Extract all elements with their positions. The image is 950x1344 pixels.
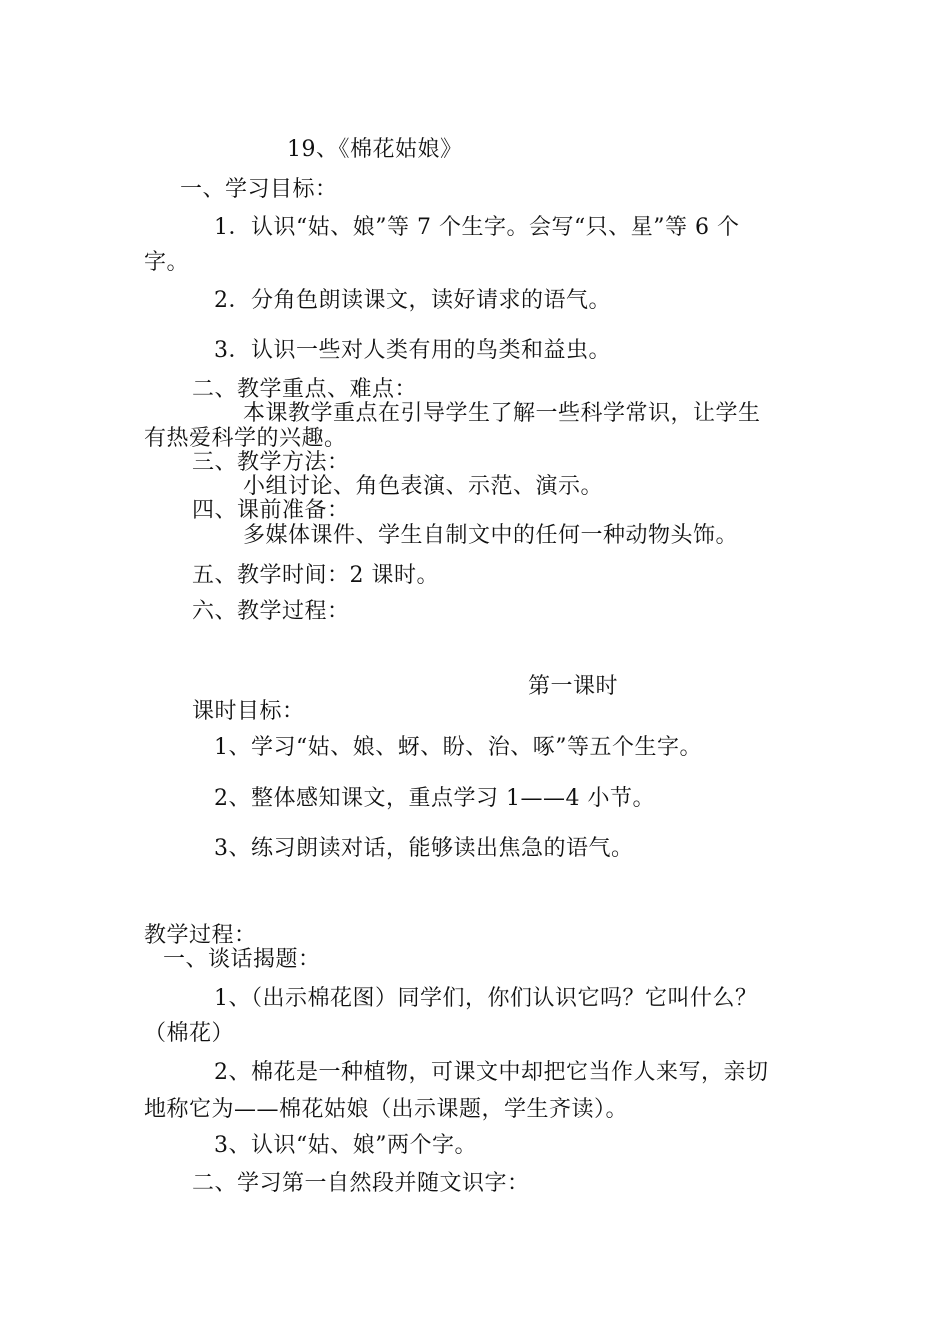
part-1-item-2-line-2: 地称它为——棉花姑娘（出示课题，学生齐读）。: [144, 1097, 629, 1122]
document-title: 19、《棉花姑娘》: [287, 137, 463, 162]
process-heading: 教学过程：: [144, 923, 257, 948]
lesson-goal-2: 2、整体感知课文，重点学习 1——4 小节。: [214, 786, 655, 811]
part-1-item-1-line-1: 1、（出示棉花图）同学们，你们认识它吗？它叫什么？: [214, 986, 758, 1011]
lesson-goal-3: 3、练习朗读对话，能够读出焦急的语气。: [214, 836, 634, 861]
learning-goal-1-line-1: 1．认识“姑、娘”等 7 个生字。会写“只、星”等 6 个: [214, 215, 740, 240]
part-1-item-3: 3、认识“姑、娘”两个字。: [214, 1133, 477, 1158]
learning-goal-3: 3．认识一些对人类有用的鸟类和益虫。: [214, 338, 611, 363]
learning-goal-2: 2．分角色朗读课文，读好请求的语气。: [214, 288, 611, 313]
lesson-heading: 第一课时: [528, 674, 619, 699]
part-1-item-1-line-2: （棉花）: [144, 1021, 235, 1046]
lesson-goal-1: 1、学习“姑、娘、蚜、盼、治、啄”等五个生字。: [214, 735, 702, 760]
preparation-text: 多媒体课件、学生自制文中的任何一种动物头饰。: [243, 523, 739, 548]
section-heading-preparation: 四、课前准备：: [192, 498, 350, 523]
teaching-methods-text: 小组讨论、角色表演、示范、演示。: [243, 474, 604, 499]
part-1-item-2-line-1: 2、棉花是一种植物，可课文中却把它当作人来写，亲切: [214, 1060, 769, 1085]
teaching-process-heading: 六、教学过程：: [192, 599, 350, 624]
part-2-heading: 二、学习第一自然段并随文识字：: [192, 1171, 530, 1196]
teaching-time: 五、教学时间：2 课时。: [192, 563, 439, 588]
part-1-heading: 一、谈话揭题：: [163, 947, 321, 972]
key-points-line-2: 有热爱科学的兴趣。: [144, 426, 347, 451]
section-heading-learning-goals: 一、学习目标：: [180, 177, 338, 202]
lesson-goals-heading: 课时目标：: [192, 699, 305, 724]
learning-goal-1-line-2: 字。: [144, 250, 190, 275]
key-points-line-1: 本课教学重点在引导学生了解一些科学常识，让学生: [243, 401, 761, 426]
section-heading-teaching-methods: 三、教学方法：: [192, 450, 350, 475]
section-heading-key-points: 二、教学重点、难点：: [192, 377, 418, 402]
